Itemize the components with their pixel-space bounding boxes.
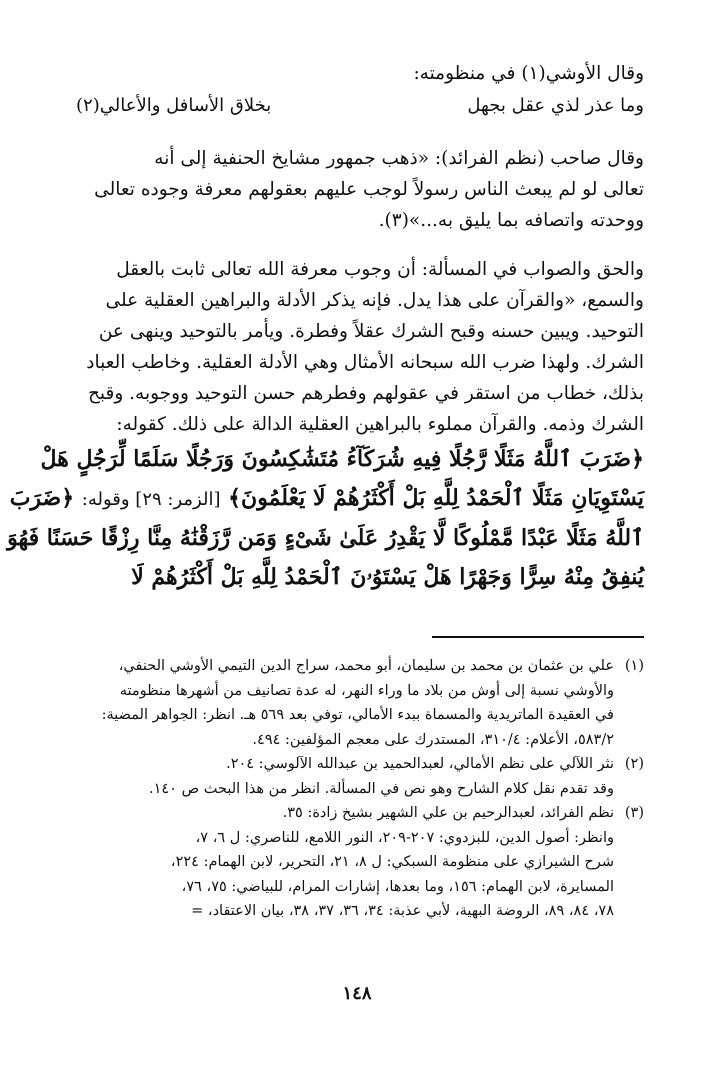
footnote-3 <box>72 801 644 924</box>
footnote-line: شرح الشيرازي على منظومة السبكي: ل ٨، ٢١، التحرير، لابن الهمام: ٢٢٤، <box>170 854 614 870</box>
quran-quote <box>7 440 644 597</box>
page-number: ١٤٨ <box>342 983 372 1004</box>
paragraph-line: الشرك وذمه. والقرآن مملوء بالبراهين العقلية الدالة على ذلك. كقوله: <box>116 414 644 435</box>
footnote-number: (٢) <box>624 756 644 772</box>
paragraph-line: تعالى لو لم يبعث الناس رسولاً لوجب عليهم بعقولهم معرفة وجوده تعالى <box>94 179 644 200</box>
surah-reference: [الزمر: ٢٩] وقوله: <box>81 489 221 510</box>
footnote-line: علي بن عثمان بن محمد بن سليمان، أبو محمد، سراج الدين التيمي الأوشي الحنفي، <box>118 658 614 674</box>
paragraph-line: والحق والصواب في المسألة: أن وجوب معرفة الله تعالى ثابت بالعقل <box>116 259 644 280</box>
poem-verse <box>72 91 644 121</box>
quran-line: ٱللَّهُ مَثَلًا عَبْدًا مَّمْلُوكًا لَّا يَقْدِرُ عَلَىٰ شَىْءٍ وَمَن رَّزَقْنَٰهُ مِنَّا رِزْقًا حَسَنًا فَهُوَ <box>7 525 644 551</box>
footnote-line: نظم الفرائد، لعبدالرحيم بن علي الشهير بشيخ زادة: ٣٥. <box>282 805 614 821</box>
paragraph-line: الشرك. ولهذا ضرب الله سبحانه الأمثال وهي الأدلة العقلية. وخاطب العباد <box>86 352 644 373</box>
footnote-line: المسايرة، لابن الهمام: ١٥٦، وما بعدها، إشارات المرام، للبياضي: ٧٥، ٧٦، <box>181 878 614 895</box>
footnote-line: والأوشي نسبة إلى أوش من بلاد ما وراء النهر، له عدة تصانيف من أشهرها منظومته <box>119 682 614 699</box>
verse-first-hemistich: وما عذر لذي عقل بجهل <box>467 95 644 116</box>
footnote-number: (٣) <box>624 805 644 821</box>
paragraph-line: وقال صاحب (نظم الفرائد): «ذهب جمهور مشايخ الحنفية إلى أنه <box>154 148 644 169</box>
footnote-number: (١) <box>624 658 644 674</box>
footnote-line: وانظر: أصول الدين، للبزدوي: ٢٠٧-٢٠٩، النور اللامع، للناصري: ل ٦، ٧، <box>195 829 614 846</box>
footnote-line: نثر اللآلي على نظم الأمالي، لعبدالحميد بن عبدالله الآلوسي: ٢٠٤. <box>226 756 614 772</box>
quran-line: يُنفِقُ مِنْهُ سِرًّا وَجَهْرًا هَلْ يَسْتَوُۥنَ ٱلْحَمْدُ لِلَّهِ بَلْ أَكْثَرُهُمْ لَا <box>131 564 644 590</box>
footnote-line: وقد تقدم نقل كلام الشارح وهو نص في المسألة. انظر من هذا البحث ص ١٤٠. <box>148 780 614 797</box>
footnotes <box>72 654 644 924</box>
intro-line: وقال الأوشي(١) في منظومته: <box>413 63 644 84</box>
footnote-1 <box>72 654 644 752</box>
paragraph-2 <box>72 254 644 440</box>
footnote-2 <box>72 752 644 801</box>
footnote-line: ٧٨، ٨٤، ٨٩، الروضة البهية، لأبي عذبة: ٣٤، ٣٦، ٣٧، ٣٨، بيان الاعتقاد، = <box>191 903 614 919</box>
verse-second-hemistich: بخلاق الأسافل والأعالي(٢) <box>76 95 272 116</box>
footnote-line: ٥٨٣/٢، الأعلام: ٣١٠/٤، المستدرك على معجم المؤلفين: ٤٩٤. <box>252 731 614 748</box>
paragraph-line: بذلك، خطاب من استقر في عقولهم وفطرهم حسن التوحيد ووجوبه. وقبح <box>87 383 644 404</box>
quran-line: ﴿ضَرَبَ ٱللَّهُ مَثَلًا رَّجُلًا فِيهِ شُرَكَآءُ مُتَشَٰكِسُونَ وَرَجُلًا سَلَمًا لِّرَجُلٍ هَلْ <box>40 446 644 472</box>
page-body <box>7 58 644 1018</box>
paragraph-line: ووحدته واتصافه بما يليق به...»(٣). <box>378 210 644 231</box>
quran-verse-end: يَسْتَوِيَانِ مَثَلًا ٱلْحَمْدُ لِلَّهِ بَلْ أَكْثَرُهُمْ لَا يَعْلَمُونَ﴾ <box>228 485 644 511</box>
paragraph-line: التوحيد. ويبين حسنه وقبح الشرك عقلاً وفطرة. ويأمر بالتوحيد وينهى عن <box>98 321 644 342</box>
paragraph-line: والسمع، «والقرآن على هذا يدل. فإنه يذكر الأدلة والبراهين العقلية على <box>105 290 644 311</box>
footnote-divider <box>432 636 644 638</box>
footnote-line: في العقيدة الماتريدية والمسماة ببدء الأمالي، توفي بعد ٥٦٩ هـ. انظر: الجواهر المضية: <box>101 707 614 723</box>
quran-line <box>9 479 644 519</box>
quran-verse-start: ﴿ضَرَبَ <box>9 485 75 511</box>
paragraph-1 <box>72 143 644 236</box>
